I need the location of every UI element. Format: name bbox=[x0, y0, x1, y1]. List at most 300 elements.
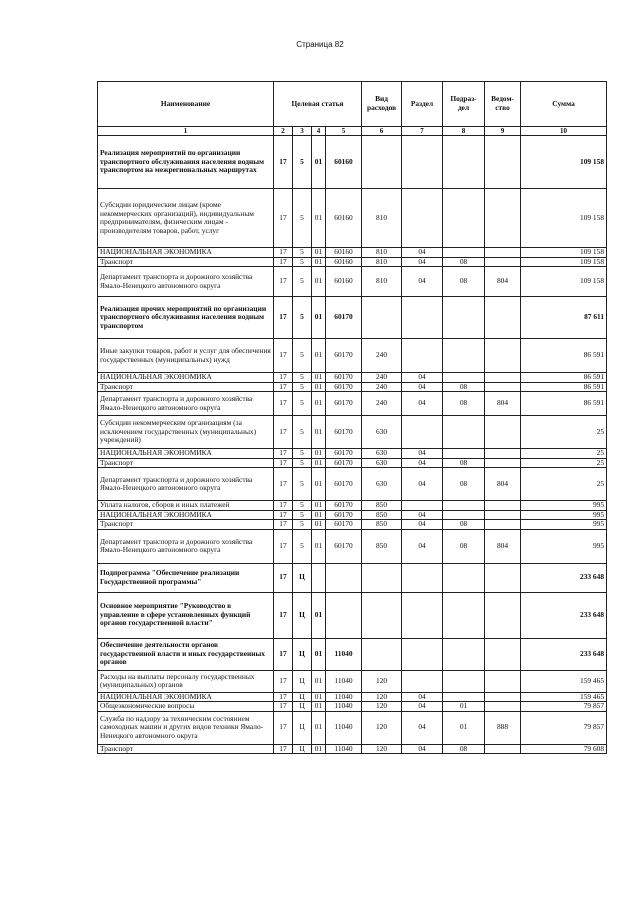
cell-subsection bbox=[443, 373, 485, 383]
cell-subsection: 01 bbox=[443, 702, 485, 712]
cell-sum: 25 bbox=[521, 449, 607, 459]
cell-direction: 60160 bbox=[326, 248, 362, 258]
cell-sum: 79 857 bbox=[521, 702, 607, 712]
cell-sum: 109 158 bbox=[521, 267, 607, 297]
table-row bbox=[98, 392, 607, 416]
cell-sum: 86 591 bbox=[521, 339, 607, 373]
cell-activity: 01 bbox=[312, 702, 326, 712]
header-expense-type: Вид расходов bbox=[362, 82, 402, 127]
cell-direction: 60170 bbox=[326, 529, 362, 563]
cell-program: 17 bbox=[274, 563, 293, 592]
cell-expense-type: 810 bbox=[362, 267, 402, 297]
cell-activity: 01 bbox=[312, 416, 326, 449]
cell-program: 17 bbox=[274, 529, 293, 563]
cell-direction: 60170 bbox=[326, 373, 362, 383]
cell-department: 804 bbox=[485, 529, 521, 563]
cell-subsection bbox=[443, 510, 485, 520]
cell-direction: 11040 bbox=[326, 711, 362, 744]
cell-activity: 01 bbox=[312, 189, 326, 248]
cell-activity: 01 bbox=[312, 382, 326, 392]
cell-subsection bbox=[443, 297, 485, 339]
cell-subprogram: 5 bbox=[293, 529, 312, 563]
column-number: 2 bbox=[274, 127, 293, 136]
cell-direction: 11040 bbox=[326, 702, 362, 712]
cell-name: Уплата налогов, сборов и иных платежей bbox=[98, 501, 274, 511]
budget-table bbox=[97, 81, 607, 754]
cell-section bbox=[402, 297, 443, 339]
cell-sum: 159 465 bbox=[521, 670, 607, 692]
header-target: Целевая статья bbox=[274, 82, 362, 127]
cell-name: НАЦИОНАЛЬНАЯ ЭКОНОМИКА bbox=[98, 449, 274, 459]
cell-name: Транспорт bbox=[98, 744, 274, 754]
cell-subprogram: Ц bbox=[293, 711, 312, 744]
cell-name: Субсидии некоммерческим организациям (за исключением государственных (муниципальных) учреждений) bbox=[98, 416, 274, 449]
table-row bbox=[98, 339, 607, 373]
cell-subsection: 08 bbox=[443, 468, 485, 501]
cell-name: НАЦИОНАЛЬНАЯ ЭКОНОМИКА bbox=[98, 510, 274, 520]
cell-program: 17 bbox=[274, 468, 293, 501]
cell-section bbox=[402, 501, 443, 511]
cell-sum: 233 648 bbox=[521, 563, 607, 592]
cell-expense-type: 120 bbox=[362, 702, 402, 712]
table-row bbox=[98, 248, 607, 258]
table-row bbox=[98, 267, 607, 297]
cell-direction: 11040 bbox=[326, 692, 362, 702]
cell-sum: 995 bbox=[521, 520, 607, 530]
table-row bbox=[98, 189, 607, 248]
cell-subprogram: Ц bbox=[293, 702, 312, 712]
cell-activity: 01 bbox=[312, 638, 326, 670]
cell-program: 17 bbox=[274, 458, 293, 468]
cell-department bbox=[485, 297, 521, 339]
cell-expense-type: 240 bbox=[362, 339, 402, 373]
cell-sum: 86 591 bbox=[521, 392, 607, 416]
cell-expense-type: 630 bbox=[362, 458, 402, 468]
cell-sum: 233 648 bbox=[521, 592, 607, 638]
cell-activity: 01 bbox=[312, 692, 326, 702]
cell-section: 04 bbox=[402, 692, 443, 702]
cell-department bbox=[485, 458, 521, 468]
header-name: Наименование bbox=[98, 82, 274, 127]
cell-subprogram: 5 bbox=[293, 136, 312, 189]
cell-section: 04 bbox=[402, 267, 443, 297]
cell-activity: 01 bbox=[312, 744, 326, 754]
cell-section: 04 bbox=[402, 468, 443, 501]
cell-name: Транспорт bbox=[98, 257, 274, 267]
cell-program: 17 bbox=[274, 638, 293, 670]
table-row bbox=[98, 416, 607, 449]
cell-subprogram: 5 bbox=[293, 297, 312, 339]
cell-name: Департамент транспорта и дорожного хозяйства Ямало-Ненецкого автономного округа bbox=[98, 529, 274, 563]
cell-expense-type bbox=[362, 592, 402, 638]
cell-sum: 159 465 bbox=[521, 692, 607, 702]
cell-name: Департамент транспорта и дорожного хозяйства Ямало-Ненецкого автономного округа bbox=[98, 468, 274, 501]
cell-section: 04 bbox=[402, 529, 443, 563]
cell-department bbox=[485, 373, 521, 383]
cell-activity: 01 bbox=[312, 449, 326, 459]
table-row bbox=[98, 520, 607, 530]
cell-section: 04 bbox=[402, 373, 443, 383]
cell-direction: 60160 bbox=[326, 257, 362, 267]
table-row bbox=[98, 670, 607, 692]
cell-direction: 60170 bbox=[326, 510, 362, 520]
cell-subsection bbox=[443, 670, 485, 692]
cell-subsection bbox=[443, 449, 485, 459]
cell-department bbox=[485, 563, 521, 592]
cell-direction: 60170 bbox=[326, 339, 362, 373]
table-row bbox=[98, 744, 607, 754]
cell-sum: 109 158 bbox=[521, 136, 607, 189]
cell-department bbox=[485, 510, 521, 520]
cell-subsection bbox=[443, 692, 485, 702]
table-row bbox=[98, 382, 607, 392]
cell-program: 17 bbox=[274, 501, 293, 511]
cell-department bbox=[485, 744, 521, 754]
cell-department: 888 bbox=[485, 711, 521, 744]
cell-activity: 01 bbox=[312, 392, 326, 416]
cell-sum: 995 bbox=[521, 501, 607, 511]
cell-subprogram: 5 bbox=[293, 416, 312, 449]
cell-program: 17 bbox=[274, 592, 293, 638]
cell-section bbox=[402, 670, 443, 692]
cell-direction bbox=[326, 563, 362, 592]
cell-name: Обеспечение деятельности органов государственной власти и иных государственных органов bbox=[98, 638, 274, 670]
cell-activity: 01 bbox=[312, 257, 326, 267]
cell-subprogram: 5 bbox=[293, 468, 312, 501]
cell-subsection bbox=[443, 501, 485, 511]
cell-sum: 109 158 bbox=[521, 248, 607, 258]
cell-sum: 25 bbox=[521, 468, 607, 501]
cell-section bbox=[402, 563, 443, 592]
cell-subsection: 08 bbox=[443, 382, 485, 392]
cell-subsection bbox=[443, 592, 485, 638]
header-department: Ведом-ство bbox=[485, 82, 521, 127]
table-row bbox=[98, 297, 607, 339]
cell-sum: 25 bbox=[521, 458, 607, 468]
cell-expense-type bbox=[362, 638, 402, 670]
cell-direction: 60170 bbox=[326, 458, 362, 468]
cell-expense-type: 120 bbox=[362, 744, 402, 754]
cell-sum: 86 591 bbox=[521, 373, 607, 383]
cell-subsection: 01 bbox=[443, 711, 485, 744]
cell-program: 17 bbox=[274, 711, 293, 744]
cell-subprogram: 5 bbox=[293, 392, 312, 416]
cell-department bbox=[485, 638, 521, 670]
cell-expense-type: 850 bbox=[362, 520, 402, 530]
cell-subsection: 08 bbox=[443, 529, 485, 563]
cell-direction: 11040 bbox=[326, 744, 362, 754]
cell-activity: 01 bbox=[312, 339, 326, 373]
table-row bbox=[98, 458, 607, 468]
cell-expense-type: 850 bbox=[362, 510, 402, 520]
cell-department bbox=[485, 248, 521, 258]
cell-direction: 11040 bbox=[326, 638, 362, 670]
column-number: 9 bbox=[485, 127, 521, 136]
cell-sum: 25 bbox=[521, 416, 607, 449]
cell-name: НАЦИОНАЛЬНАЯ ЭКОНОМИКА bbox=[98, 373, 274, 383]
cell-name: НАЦИОНАЛЬНАЯ ЭКОНОМИКА bbox=[98, 692, 274, 702]
cell-section bbox=[402, 638, 443, 670]
cell-section: 04 bbox=[402, 702, 443, 712]
cell-department: 804 bbox=[485, 392, 521, 416]
cell-subprogram: 5 bbox=[293, 373, 312, 383]
cell-program: 17 bbox=[274, 248, 293, 258]
table-header-row bbox=[98, 82, 607, 127]
cell-expense-type bbox=[362, 297, 402, 339]
cell-department bbox=[485, 592, 521, 638]
page-title: Страница 82 bbox=[296, 40, 344, 49]
cell-department bbox=[485, 702, 521, 712]
cell-department: 804 bbox=[485, 468, 521, 501]
column-number: 5 bbox=[326, 127, 362, 136]
cell-section bbox=[402, 189, 443, 248]
cell-subprogram: 5 bbox=[293, 458, 312, 468]
cell-name: Транспорт bbox=[98, 382, 274, 392]
cell-subprogram: Ц bbox=[293, 592, 312, 638]
cell-direction: 60160 bbox=[326, 189, 362, 248]
cell-direction: 60170 bbox=[326, 392, 362, 416]
cell-name: Служба по надзору за техническим состоянием самоходных машин и других видов техники Ямало-Ненецкого автономного округа bbox=[98, 711, 274, 744]
cell-section: 04 bbox=[402, 449, 443, 459]
cell-department bbox=[485, 670, 521, 692]
column-number: 3 bbox=[293, 127, 312, 136]
cell-subsection bbox=[443, 248, 485, 258]
cell-subsection: 08 bbox=[443, 458, 485, 468]
cell-activity: 01 bbox=[312, 297, 326, 339]
cell-name: Общеэкономические вопросы bbox=[98, 702, 274, 712]
cell-subprogram: Ц bbox=[293, 563, 312, 592]
cell-department bbox=[485, 449, 521, 459]
cell-subsection: 08 bbox=[443, 267, 485, 297]
cell-subsection bbox=[443, 638, 485, 670]
table-row bbox=[98, 501, 607, 511]
cell-activity: 01 bbox=[312, 136, 326, 189]
cell-program: 17 bbox=[274, 136, 293, 189]
header-sum: Сумма bbox=[521, 82, 607, 127]
cell-department bbox=[485, 520, 521, 530]
cell-program: 17 bbox=[274, 510, 293, 520]
cell-section: 04 bbox=[402, 510, 443, 520]
cell-department bbox=[485, 339, 521, 373]
cell-section bbox=[402, 592, 443, 638]
table-row bbox=[98, 563, 607, 592]
cell-subsection bbox=[443, 416, 485, 449]
cell-program: 17 bbox=[274, 373, 293, 383]
cell-program: 17 bbox=[274, 267, 293, 297]
cell-program: 17 bbox=[274, 339, 293, 373]
cell-subprogram: Ц bbox=[293, 744, 312, 754]
cell-subprogram: 5 bbox=[293, 501, 312, 511]
table-row bbox=[98, 510, 607, 520]
table-row bbox=[98, 711, 607, 744]
cell-name: Реализация прочих мероприятий по организации транспортного обслуживания населения водным транспортом bbox=[98, 297, 274, 339]
table-row bbox=[98, 449, 607, 459]
cell-subprogram: 5 bbox=[293, 510, 312, 520]
cell-sum: 86 591 bbox=[521, 382, 607, 392]
cell-section: 04 bbox=[402, 257, 443, 267]
cell-direction: 60160 bbox=[326, 136, 362, 189]
cell-section: 04 bbox=[402, 382, 443, 392]
cell-direction: 11040 bbox=[326, 670, 362, 692]
cell-subsection: 08 bbox=[443, 392, 485, 416]
cell-subprogram: Ц bbox=[293, 670, 312, 692]
column-number: 4 bbox=[312, 127, 326, 136]
cell-department bbox=[485, 136, 521, 189]
cell-subprogram: Ц bbox=[293, 638, 312, 670]
cell-section bbox=[402, 416, 443, 449]
cell-subprogram: 5 bbox=[293, 189, 312, 248]
cell-name: Реализация мероприятий по организации транспортного обслуживания населения водным транспортом на межрегиональных маршрутах bbox=[98, 136, 274, 189]
cell-activity bbox=[312, 563, 326, 592]
cell-program: 17 bbox=[274, 382, 293, 392]
cell-program: 17 bbox=[274, 297, 293, 339]
cell-program: 17 bbox=[274, 744, 293, 754]
cell-name: Департамент транспорта и дорожного хозяйства Ямало-Ненецкого автономного округа bbox=[98, 267, 274, 297]
cell-section: 04 bbox=[402, 744, 443, 754]
cell-direction: 60170 bbox=[326, 416, 362, 449]
column-number-row bbox=[98, 127, 607, 136]
table-row bbox=[98, 638, 607, 670]
cell-program: 17 bbox=[274, 257, 293, 267]
cell-activity: 01 bbox=[312, 468, 326, 501]
cell-subprogram: 5 bbox=[293, 449, 312, 459]
cell-subprogram: 5 bbox=[293, 248, 312, 258]
cell-subprogram: 5 bbox=[293, 257, 312, 267]
column-number: 8 bbox=[443, 127, 485, 136]
cell-section: 04 bbox=[402, 248, 443, 258]
cell-expense-type bbox=[362, 563, 402, 592]
column-number: 7 bbox=[402, 127, 443, 136]
cell-section: 04 bbox=[402, 711, 443, 744]
cell-name: Транспорт bbox=[98, 458, 274, 468]
column-number: 1 bbox=[98, 127, 274, 136]
cell-subprogram: 5 bbox=[293, 520, 312, 530]
cell-sum: 109 158 bbox=[521, 189, 607, 248]
table-row bbox=[98, 692, 607, 702]
table-row bbox=[98, 592, 607, 638]
header-subsection: Подраз-дел bbox=[443, 82, 485, 127]
cell-department bbox=[485, 501, 521, 511]
cell-direction: 60170 bbox=[326, 468, 362, 501]
cell-section: 04 bbox=[402, 458, 443, 468]
cell-expense-type: 850 bbox=[362, 529, 402, 563]
cell-expense-type: 120 bbox=[362, 670, 402, 692]
cell-name: Подпрограмма "Обеспечение реализации Государственной программы" bbox=[98, 563, 274, 592]
cell-activity: 01 bbox=[312, 248, 326, 258]
cell-direction: 60160 bbox=[326, 267, 362, 297]
cell-name: НАЦИОНАЛЬНАЯ ЭКОНОМИКА bbox=[98, 248, 274, 258]
cell-direction: 60170 bbox=[326, 297, 362, 339]
cell-expense-type: 240 bbox=[362, 382, 402, 392]
cell-name: Основное мероприятие "Руководство в управление в сфере установленных функций органов государственной власти" bbox=[98, 592, 274, 638]
cell-program: 17 bbox=[274, 670, 293, 692]
cell-activity: 01 bbox=[312, 520, 326, 530]
cell-subsection bbox=[443, 136, 485, 189]
cell-direction: 60170 bbox=[326, 449, 362, 459]
cell-direction bbox=[326, 592, 362, 638]
cell-activity: 01 bbox=[312, 510, 326, 520]
cell-subprogram: 5 bbox=[293, 339, 312, 373]
cell-subprogram: 5 bbox=[293, 267, 312, 297]
cell-sum: 79 608 bbox=[521, 744, 607, 754]
cell-expense-type: 630 bbox=[362, 449, 402, 459]
cell-direction: 60170 bbox=[326, 382, 362, 392]
cell-program: 17 bbox=[274, 692, 293, 702]
cell-activity: 01 bbox=[312, 267, 326, 297]
cell-expense-type: 120 bbox=[362, 692, 402, 702]
cell-subsection bbox=[443, 189, 485, 248]
cell-department bbox=[485, 416, 521, 449]
table-row bbox=[98, 529, 607, 563]
cell-sum: 79 857 bbox=[521, 711, 607, 744]
cell-expense-type: 240 bbox=[362, 373, 402, 383]
cell-sum: 995 bbox=[521, 529, 607, 563]
cell-department bbox=[485, 257, 521, 267]
cell-expense-type bbox=[362, 136, 402, 189]
cell-subsection: 08 bbox=[443, 744, 485, 754]
cell-activity: 01 bbox=[312, 501, 326, 511]
cell-expense-type: 850 bbox=[362, 501, 402, 511]
table-row bbox=[98, 468, 607, 501]
cell-activity: 01 bbox=[312, 458, 326, 468]
cell-activity: 01 bbox=[312, 373, 326, 383]
cell-program: 17 bbox=[274, 392, 293, 416]
cell-activity: 01 bbox=[312, 711, 326, 744]
cell-name: Департамент транспорта и дорожного хозяйства Ямало-Ненецкого автономного округа bbox=[98, 392, 274, 416]
cell-name: Субсидии юридическим лицам (кроме некоммерческих организаций), индивидуальным предпринимателям, физическим лицам - производителям товаров, работ, услуг bbox=[98, 189, 274, 248]
cell-activity: 01 bbox=[312, 670, 326, 692]
cell-subsection: 08 bbox=[443, 520, 485, 530]
cell-expense-type: 630 bbox=[362, 416, 402, 449]
cell-subsection bbox=[443, 563, 485, 592]
table-row bbox=[98, 702, 607, 712]
cell-section bbox=[402, 136, 443, 189]
column-number: 6 bbox=[362, 127, 402, 136]
cell-name: Транспорт bbox=[98, 520, 274, 530]
cell-department bbox=[485, 692, 521, 702]
cell-program: 17 bbox=[274, 189, 293, 248]
cell-program: 17 bbox=[274, 702, 293, 712]
cell-subprogram: 5 bbox=[293, 382, 312, 392]
cell-expense-type: 810 bbox=[362, 189, 402, 248]
cell-expense-type: 120 bbox=[362, 711, 402, 744]
table-row bbox=[98, 257, 607, 267]
cell-subsection: 08 bbox=[443, 257, 485, 267]
cell-sum: 995 bbox=[521, 510, 607, 520]
cell-activity: 01 bbox=[312, 592, 326, 638]
cell-program: 17 bbox=[274, 416, 293, 449]
cell-direction: 60170 bbox=[326, 501, 362, 511]
cell-direction: 60170 bbox=[326, 520, 362, 530]
cell-section bbox=[402, 339, 443, 373]
cell-expense-type: 810 bbox=[362, 257, 402, 267]
header-section: Раздел bbox=[402, 82, 443, 127]
table-row bbox=[98, 136, 607, 189]
cell-sum: 87 611 bbox=[521, 297, 607, 339]
cell-department bbox=[485, 189, 521, 248]
cell-name: Иные закупки товаров, работ и услуг для обеспечения государственных (муниципальных) нужд bbox=[98, 339, 274, 373]
cell-sum: 233 648 bbox=[521, 638, 607, 670]
cell-program: 17 bbox=[274, 520, 293, 530]
cell-name: Расходы на выплаты персоналу государственных (муниципальных) органов bbox=[98, 670, 274, 692]
cell-subprogram: Ц bbox=[293, 692, 312, 702]
table-row bbox=[98, 373, 607, 383]
cell-expense-type: 810 bbox=[362, 248, 402, 258]
cell-section: 04 bbox=[402, 520, 443, 530]
cell-program: 17 bbox=[274, 449, 293, 459]
cell-department: 804 bbox=[485, 267, 521, 297]
cell-subsection bbox=[443, 339, 485, 373]
